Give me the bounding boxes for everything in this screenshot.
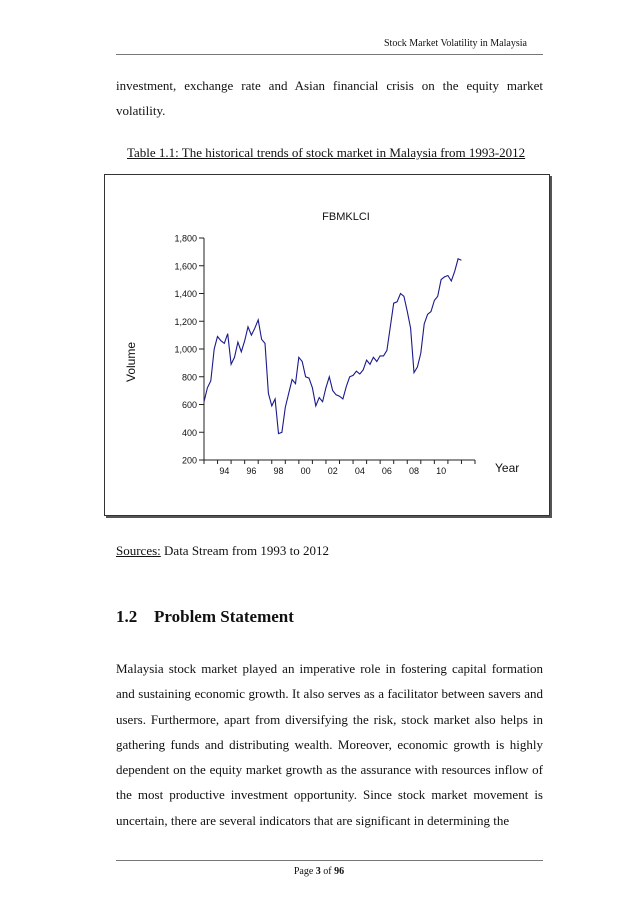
section-number: 1.2 [116, 607, 138, 626]
chart-title: FBMKLCI [322, 211, 370, 223]
footer-total-pages: 96 [334, 866, 345, 877]
y-ticks [174, 234, 204, 466]
x-tick-label: 00 [300, 466, 311, 476]
chart-figure-box [104, 174, 550, 516]
chart-axes [204, 238, 475, 460]
x-tick-label: 98 [273, 466, 284, 476]
x-axis-label: Year [495, 461, 520, 475]
x-tick-label: 08 [409, 466, 420, 476]
y-tick-label: 1,400 [174, 289, 197, 299]
fbmklci-series-line [204, 259, 461, 434]
intro-paragraph: investment, exchange rate and Asian financial crisis on the equity market volatility. [116, 78, 543, 118]
sources-line [116, 543, 329, 559]
y-tick-label: 600 [181, 400, 197, 410]
x-tick-label: 96 [246, 466, 257, 476]
section-title: Problem Statement [154, 607, 294, 626]
y-tick-label: 1,800 [174, 233, 197, 244]
x-tick-label: 04 [354, 466, 365, 476]
sources-label: Sources: [116, 543, 161, 558]
y-axis-label: Volume [124, 341, 138, 383]
running-header: Stock Market Volatility in Malaysia [384, 38, 527, 49]
problem-statement-paragraph: Malaysia stock market played an imperative role in fostering capital formation and sustaining economic growth. It also serves as a facilitator between savers and users. Furthermore, apart from diversifying the risk, stock market also helps in gathering funds and distributing wealth. Moreover, economic growth is highly dependent on the equity market growth as the assurance with resources inflow of the most productive investment opportunity. Since stock market movement is uncertain, there are several indicators that are significant in determining the [116, 661, 543, 828]
y-tick-label: 200 [181, 455, 197, 466]
sources-text: Data Stream from 1993 to 2012 [160, 543, 330, 558]
footer-rule [116, 860, 543, 861]
header-rule [116, 54, 543, 55]
y-tick-label: 800 [181, 372, 197, 383]
section-heading [116, 607, 294, 627]
x-tick-label: 94 [219, 466, 230, 476]
table-caption: Table 1.1: The historical trends of stock market in Malaysia from 1993-2012 [127, 145, 526, 160]
footer-page-word: Page [293, 866, 316, 877]
y-tick-label: 400 [181, 427, 197, 438]
x-ticks [204, 460, 475, 476]
chart-series [204, 259, 461, 434]
footer-page-number: 3 [315, 866, 321, 877]
footer-of-word: of [320, 866, 335, 877]
page-footer [0, 866, 638, 877]
fbmklci-line-chart [105, 175, 549, 515]
x-tick-label: 06 [381, 466, 392, 476]
y-tick-label: 1,200 [174, 316, 197, 327]
y-tick-label: 1,600 [174, 261, 197, 272]
x-tick-label: 02 [327, 466, 338, 476]
x-tick-label: 10 [436, 466, 447, 476]
y-tick-label: 1,000 [174, 344, 197, 355]
